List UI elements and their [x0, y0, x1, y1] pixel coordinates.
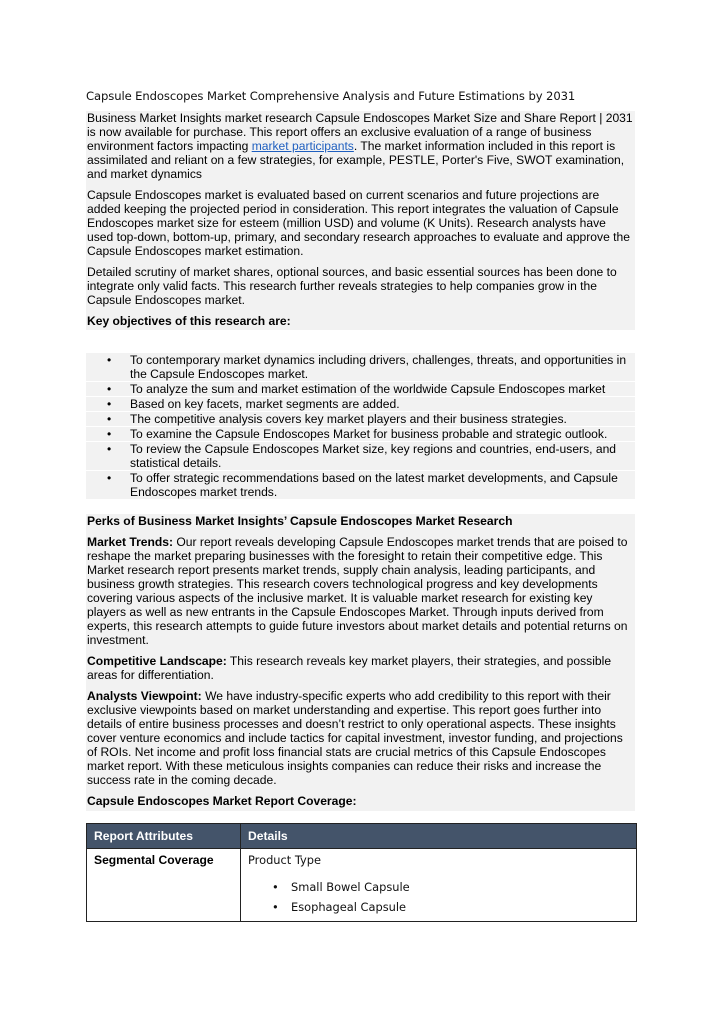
objectives-list-section	[86, 353, 635, 500]
table-header-row	[87, 824, 637, 849]
valuation-paragraph: Capsule Endoscopes market is evaluated based on current scenarios and future projections are added keeping the projected period in consideration. This report integrates the valuation of Capsule Endoscopes market size for esteem (million USD) and volume (K Units). Research analysts have used top-down, bottom-up, primary, and secondary research approaches to evaluate and approve the Capsule Endoscopes market estimation.	[87, 188, 630, 258]
document-title: Capsule Endoscopes Market Comprehensive Analysis and Future Estimations by 2031	[86, 89, 576, 103]
objectives-list	[86, 353, 635, 499]
product-type-list	[248, 877, 629, 917]
table-header-attributes: Report Attributes	[87, 824, 241, 849]
list-item: • Based on key facets, market segments are added.	[86, 397, 635, 411]
list-item: • To offer strategic recommendations based on the latest market developments, and Capsule Endoscopes market trends.	[86, 471, 635, 499]
list-item: • Esophageal Capsule	[272, 900, 407, 914]
intro-section	[86, 111, 635, 330]
product-type-label: Product Type	[248, 853, 322, 867]
analysts-viewpoint-label: Analysts Viewpoint:	[87, 689, 202, 703]
competitive-landscape-paragraph: Competitive Landscape: This research reveals key market players, their strategies, and possible areas for differentiation.	[87, 654, 612, 682]
analysts-viewpoint-paragraph: Analysts Viewpoint: We have industry-specific experts who add credibility to this report with their exclusive viewpoints based on market understanding and expertise. This report goes further into details of entire business processes and doesn’t restrict to only operational aspects. These insights cover venture economics and include tactics for capital investment, investor funding, and projections of ROIs. Net income and profit loss financial stats are crucial metrics of this Capsule Endoscopes market report. With these meticulous insights companies can reduce their risks and increase the success rate in the coming decade.	[87, 689, 623, 787]
competitive-landscape-label: Competitive Landscape:	[87, 654, 227, 668]
table-header-details: Details	[241, 824, 637, 849]
coverage-heading: Capsule Endoscopes Market Report Coverage:	[87, 794, 357, 808]
details-cell	[241, 849, 637, 922]
intro-text-start: Business Market Insights market research Capsule Endoscopes Market Size and Share Report | 2031 is now available for purchase. This report offers an exclusive evaluation of a range of business environment factors impacting	[87, 111, 633, 153]
market-trends-paragraph: Market Trends: Our report reveals developing Capsule Endoscopes market trends that are poised to reshape the market preparing businesses with the foresight to retain their competitive edge. This Market research report presents market trends, supply chain analysis, leading participants, and business growth strategies. This research covers technological progress and key developments covering various aspects of the inclusive market. It is valuable market research for existing key players as well as new entrants in the Capsule Endoscopes Market. Through inputs derived from experts, this research attempts to guide future investors about market details and potential returns on investment.	[87, 535, 628, 647]
list-item: • Small Bowel Capsule	[272, 880, 410, 894]
intro-paragraph	[86, 111, 635, 181]
list-item: • The competitive analysis covers key market players and their business strategies.	[86, 412, 635, 426]
list-item: • To examine the Capsule Endoscopes Market for business probable and strategic outlook.	[86, 427, 635, 441]
perks-section	[86, 514, 635, 811]
objectives-heading: Key objectives of this research are:	[87, 314, 291, 328]
list-item: • To analyze the sum and market estimation of the worldwide Capsule Endoscopes market	[86, 382, 635, 396]
market-participants-link[interactable]: market participants	[251, 139, 354, 153]
scrutiny-paragraph: Detailed scrutiny of market shares, optional sources, and basic essential sources has been done to integrate only valid facts. This research further reveals strategies to help companies grow in the Capsule Endoscopes market.	[87, 265, 617, 307]
market-trends-label: Market Trends:	[87, 535, 174, 549]
list-item: • To contemporary market dynamics including drivers, challenges, threats, and opportunities in the Capsule Endoscopes market.	[86, 353, 635, 381]
report-coverage-table	[86, 823, 637, 922]
table-row	[87, 849, 637, 922]
segmental-coverage-cell: Segmental Coverage	[87, 849, 241, 922]
intro-text-end: . The market information included in this report is assimilated and reliant on a few strategies, for example, PESTLE, Porter's Five, SWOT examination, and market dynamics	[87, 139, 625, 181]
list-item: • To review the Capsule Endoscopes Market size, key regions and countries, end-users, and statistical details.	[86, 442, 635, 470]
perks-heading: Perks of Business Market Insights’ Capsule Endoscopes Market Research	[87, 514, 513, 528]
